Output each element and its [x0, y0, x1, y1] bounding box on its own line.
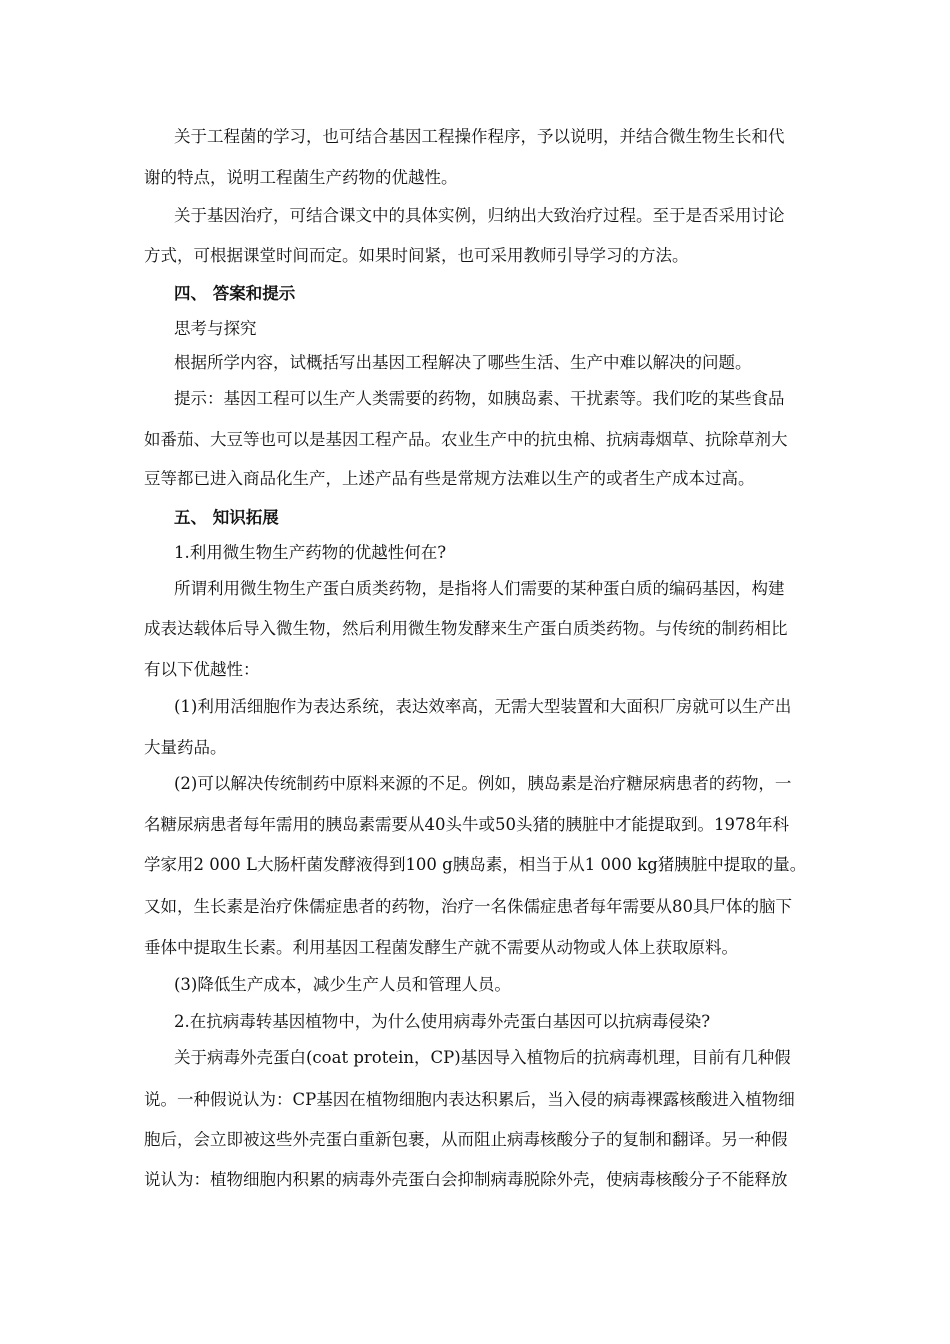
- paragraph-line: 有以下优越性：: [144, 660, 260, 679]
- paragraph-line: 学家用2 000 L大肠杆菌发酵液得到100 g胰岛素，相当于从1 000 kg猪胰脏中提取的量。: [144, 855, 807, 874]
- paragraph-line: 根据所学内容，试概括写出基因工程解决了哪些生活、生产中难以解决的问题。: [174, 353, 752, 372]
- paragraph-line: (3)降低生产成本，减少生产人员和管理人员。: [174, 975, 511, 994]
- paragraph-line: 谢的特点，说明工程菌生产药物的优越性。: [144, 168, 458, 187]
- subheading: 思考与探究: [174, 319, 257, 338]
- paragraph-line: 名糖尿病患者每年需用的胰岛素需要从40头牛或50头猪的胰脏中才能提取到。1978年科: [144, 815, 789, 834]
- document-body: [144, 0, 820, 1344]
- paragraph-line: (2)可以解决传统制药中原料来源的不足。例如，胰岛素是治疗糖尿病患者的药物，一: [174, 774, 792, 793]
- section-heading: 四、 答案和提示: [174, 284, 296, 303]
- paragraph-line: 垂体中提取生长素。利用基因工程菌发酵生产就不需要从动物或人体上获取原料。: [144, 938, 738, 957]
- list-item-title: 1.利用微生物生产药物的优越性何在?: [174, 543, 447, 562]
- paragraph-line: 所谓利用微生物生产蛋白质类药物，是指将人们需要的某种蛋白质的编码基因，构建: [174, 579, 785, 598]
- paragraph-line: 说。一种假说认为：CP基因在植物细胞内表达积累后，当入侵的病毒裸露核酸进入植物细: [144, 1090, 795, 1109]
- paragraph-line: 胞后，会立即被这些外壳蛋白重新包裹，从而阻止病毒核酸分子的复制和翻译。另一种假: [144, 1130, 788, 1149]
- paragraph-line: 关于工程菌的学习，也可结合基因工程操作程序，予以说明，并结合微生物生长和代: [174, 127, 785, 146]
- paragraph-line: 说认为：植物细胞内积累的病毒外壳蛋白会抑制病毒脱除外壳，使病毒核酸分子不能释放: [144, 1170, 788, 1189]
- paragraph-line: 方式，可根据课堂时间而定。如果时间紧，也可采用教师引导学习的方法。: [144, 246, 689, 265]
- paragraph-line: 关于病毒外壳蛋白(coat protein，CP)基因导入植物后的抗病毒机理，目前有几种假: [174, 1048, 791, 1067]
- paragraph-line: (1)利用活细胞作为表达系统，表达效率高，无需大型装置和大面积厂房就可以生产出: [174, 697, 792, 716]
- paragraph-line: 如番茄、大豆等也可以是基因工程产品。农业生产中的抗虫棉、抗病毒烟草、抗除草剂大: [144, 430, 788, 449]
- section-heading: 五、 知识拓展: [174, 508, 279, 527]
- paragraph-line: 成表达载体后导入微生物，然后利用微生物发酵来生产蛋白质类药物。与传统的制药相比: [144, 619, 788, 638]
- paragraph-line: 又如，生长素是治疗侏儒症患者的药物，治疗一名侏儒症患者每年需要从80具尸体的脑下: [144, 897, 792, 916]
- paragraph-line: 大量药品。: [144, 738, 227, 757]
- list-item-title: 2.在抗病毒转基因植物中，为什么使用病毒外壳蛋白基因可以抗病毒侵染?: [174, 1012, 711, 1031]
- paragraph-line: 豆等都已进入商品化生产，上述产品有些是常规方法难以生产的或者生产成本过高。: [144, 469, 755, 488]
- paragraph-line: 关于基因治疗，可结合课文中的具体实例，归纳出大致治疗过程。至于是否采用讨论: [174, 206, 785, 225]
- paragraph-line: 提示：基因工程可以生产人类需要的药物，如胰岛素、干扰素等。我们吃的某些食品: [174, 389, 785, 408]
